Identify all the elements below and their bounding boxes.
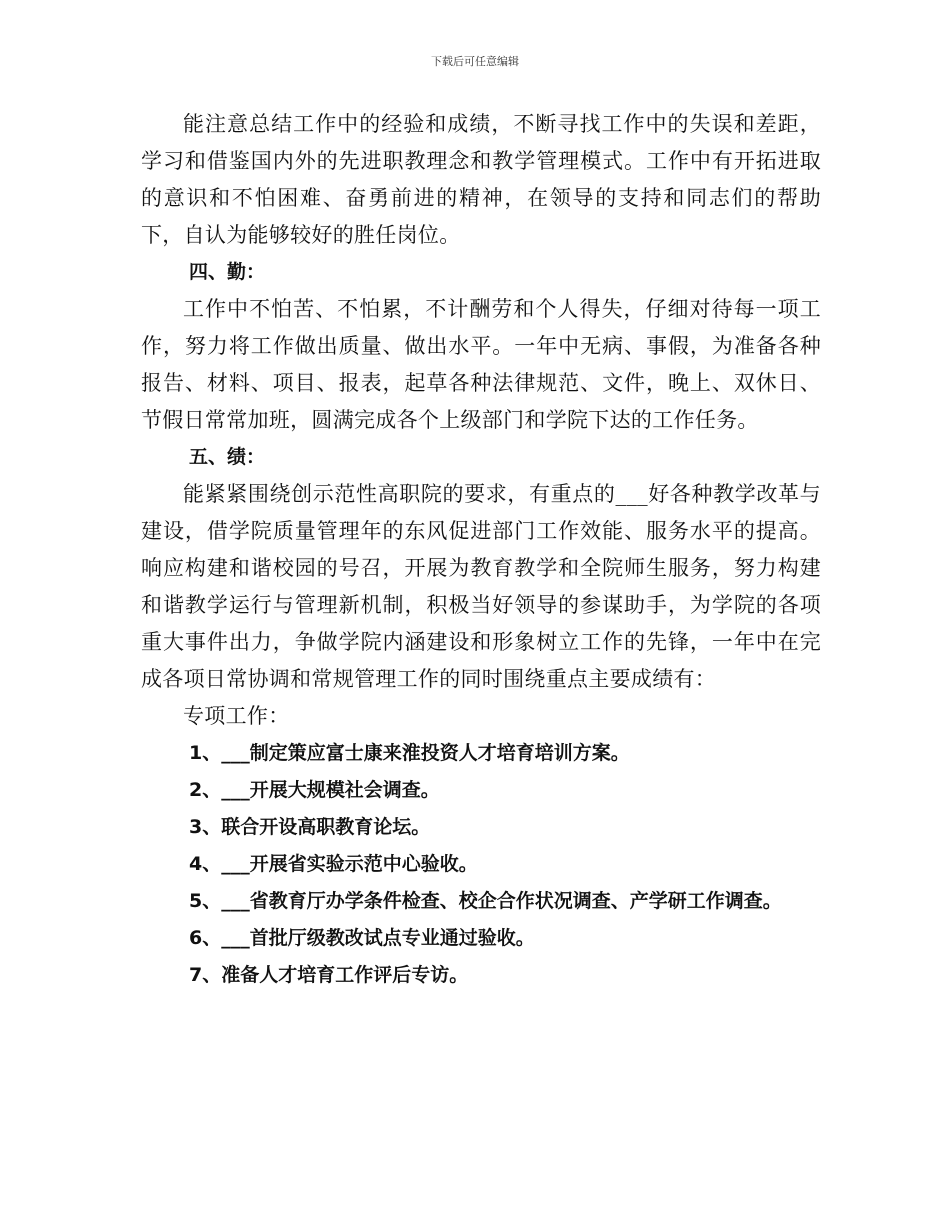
list-item: 5、___省教育厅办学条件检查、校企合作状况调查、产学研工作调查。 bbox=[189, 890, 782, 912]
special-work-label: 专项工作： bbox=[183, 704, 290, 728]
list-item: 2、___开展大规模社会调查。 bbox=[189, 779, 440, 801]
paragraph-diligence: 工作中不怕苦、不怕累，不计酬劳和个人得失，仔细对待每一项工作，努力将工作做出质量、做出水平。一年中无病、事假，为准备各种报告、材料、项目、报表，起草各种法律规范、文件，晚上、双休日、节假日常常加班，圆满完成各个上级部门和学院下达的工作任务。 bbox=[141, 297, 821, 432]
list-item: 3、联合开设高职教育论坛。 bbox=[189, 816, 431, 838]
list-item: 1、___制定策应富士康来淮投资人才培育培训方案。 bbox=[189, 742, 630, 764]
list-item: 7、准备人才培育工作评后专访。 bbox=[189, 964, 469, 986]
list-item: 4、___开展省实验示范中心验收。 bbox=[189, 853, 478, 875]
section-heading-diligence: 四、勤： bbox=[189, 261, 266, 283]
list-item: 6、___首批厅级教改试点专业通过验收。 bbox=[189, 927, 535, 949]
paragraph-summary: 能注意总结工作中的经验和成绩，不断寻找工作中的失误和差距，学习和借鉴国内外的先进职教理念和教学管理模式。工作中有开拓进取的意识和不怕困难、奋勇前进的精神，在领导的支持和同志们的帮助下，自认为能够较好的胜任岗位。 bbox=[141, 112, 821, 247]
section-heading-achievements: 五、绩： bbox=[189, 446, 266, 468]
document-body bbox=[141, 106, 821, 994]
page-header: 下载后可任意编辑 bbox=[431, 55, 519, 68]
paragraph-achievements: 能紧紧围绕创示范性高职院的要求，有重点的___好各种教学改革与建设，借学院质量管理年的东风促进部门工作效能、服务水平的提高。响应构建和谐校园的号召，开展为教育教学和全院师生服务，努力构建和谐教学运行与管理新机制，积极当好领导的参谋助手，为学院的各项重大事件出力，争做学院内涵建设和形象树立工作的先锋，一年中在完成各项日常协调和常规管理工作的同时围绕重点主要成绩有： bbox=[141, 482, 821, 691]
